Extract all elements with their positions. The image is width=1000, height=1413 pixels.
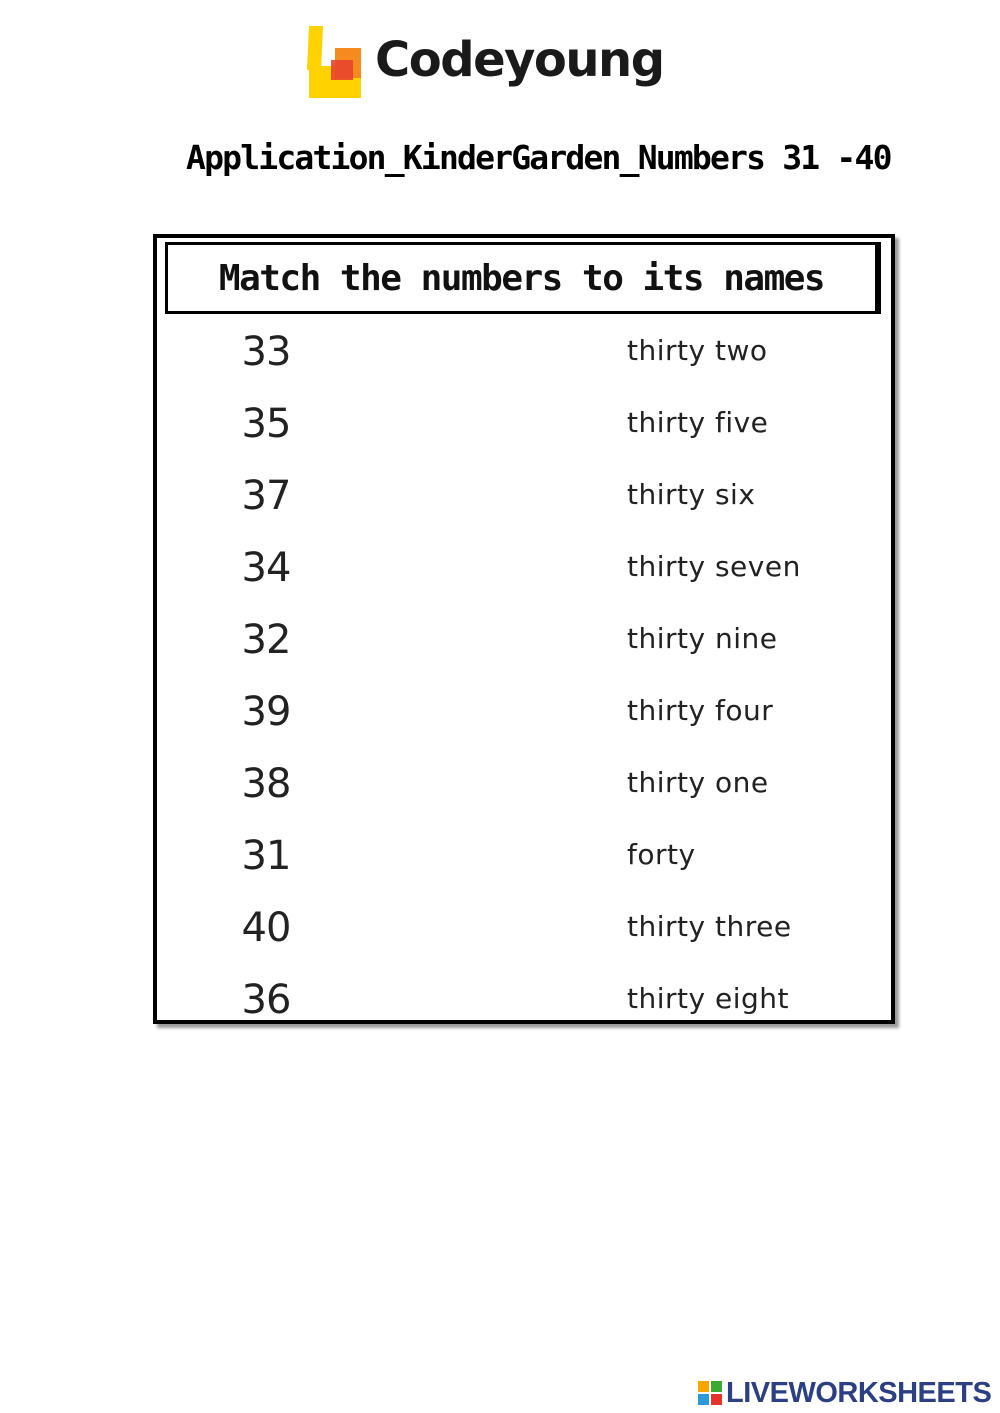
name-item[interactable]: thirty three — [627, 910, 792, 943]
name-item[interactable]: thirty two — [627, 334, 768, 367]
number-item[interactable]: 36 — [241, 977, 291, 1023]
number-item[interactable]: 38 — [241, 761, 291, 807]
liveworksheets-icon — [698, 1381, 722, 1405]
match-row — [157, 320, 891, 392]
match-row — [157, 464, 891, 536]
name-item[interactable]: thirty eight — [627, 982, 789, 1015]
match-row — [157, 824, 891, 896]
number-item[interactable]: 40 — [241, 905, 291, 951]
match-row — [157, 896, 891, 968]
codeyoung-logo — [305, 22, 665, 104]
worksheet-box — [153, 234, 895, 1024]
match-row — [157, 752, 891, 824]
number-item[interactable]: 33 — [241, 329, 291, 375]
codeyoung-logo-icon — [305, 26, 365, 100]
name-item[interactable]: thirty seven — [627, 550, 801, 583]
name-item[interactable]: thirty six — [627, 478, 756, 511]
number-item[interactable]: 37 — [241, 473, 291, 519]
name-item[interactable]: thirty nine — [627, 622, 778, 655]
match-row — [157, 608, 891, 680]
liveworksheets-wordmark: LIVEWORKSHEETS — [726, 1376, 992, 1409]
match-row — [157, 968, 891, 1040]
number-item[interactable]: 34 — [241, 545, 291, 591]
worksheet-instruction: Match the numbers to its names — [218, 257, 825, 299]
number-item[interactable]: 39 — [241, 689, 291, 735]
match-row — [157, 392, 891, 464]
number-item[interactable]: 31 — [241, 833, 291, 879]
match-row — [157, 680, 891, 752]
number-item[interactable]: 35 — [241, 401, 291, 447]
name-item[interactable]: thirty one — [627, 766, 769, 799]
name-item[interactable]: thirty five — [627, 406, 769, 439]
liveworksheets-logo — [698, 1378, 991, 1408]
page-title: Application_KinderGarden_Numbers 31 -40 — [186, 138, 891, 177]
number-item[interactable]: 32 — [241, 617, 291, 663]
match-row — [157, 536, 891, 608]
name-item[interactable]: thirty four — [627, 694, 774, 727]
worksheet-header — [165, 242, 881, 314]
name-item[interactable]: forty — [627, 838, 696, 871]
codeyoung-wordmark: Codeyoung — [375, 32, 664, 88]
